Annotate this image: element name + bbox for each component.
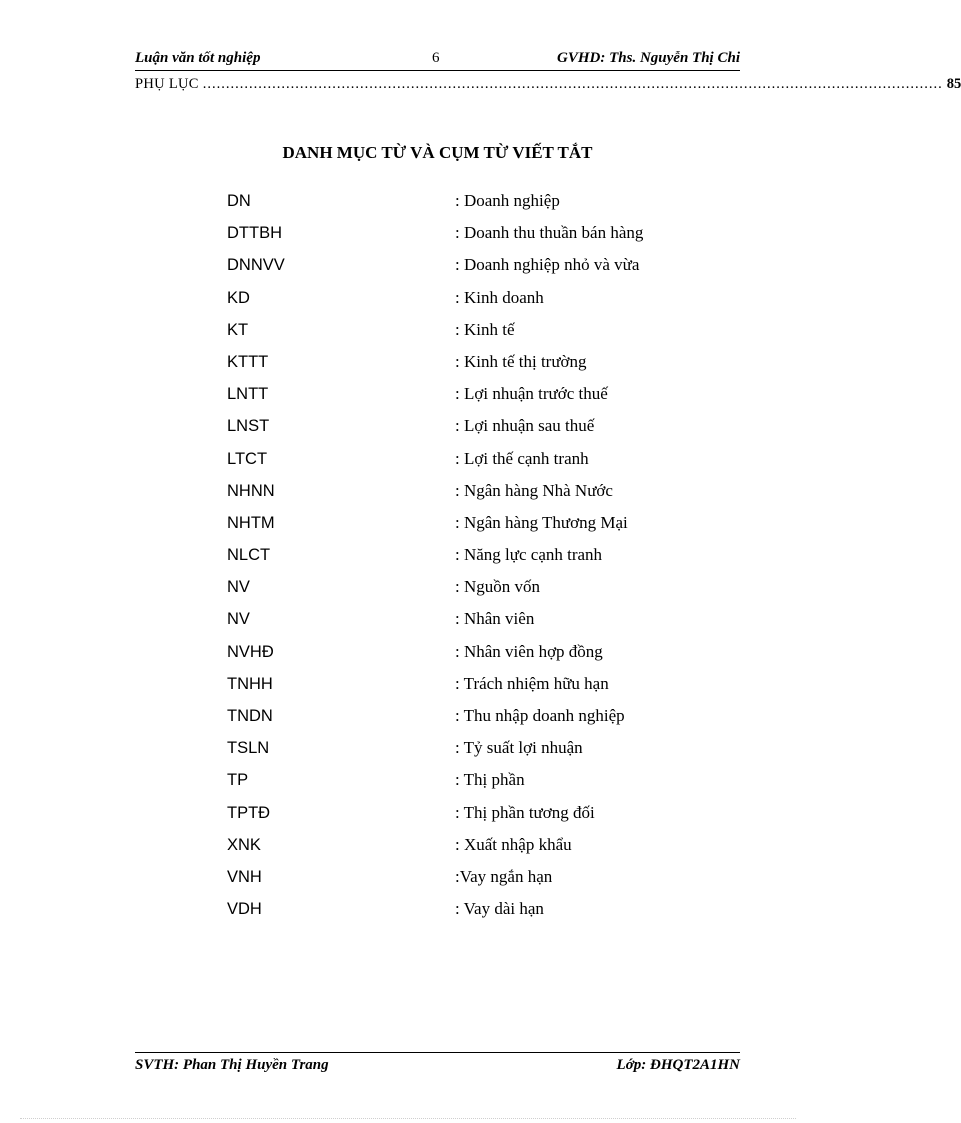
abbreviation-term: TSLN xyxy=(227,739,270,758)
page-footer xyxy=(135,1052,740,1077)
abbreviation-meaning: : Kinh tế xyxy=(455,319,515,339)
header-page-number: 6 xyxy=(432,50,440,66)
abbreviation-meaning: : Ngân hàng Thương Mại xyxy=(455,512,628,532)
abbreviation-term: LNST xyxy=(227,417,270,436)
abbreviation-meaning: : Năng lực cạnh tranh xyxy=(455,545,603,565)
abbreviation-row xyxy=(227,319,707,351)
abbreviation-term: KT xyxy=(227,320,249,339)
abbreviation-row xyxy=(227,448,707,480)
abbreviation-meaning: : Lợi nhuận sau thuế xyxy=(455,416,595,436)
abbreviation-row xyxy=(227,512,707,544)
abbreviation-row xyxy=(227,769,707,801)
toc-entry-label: PHỤ LỤC xyxy=(135,76,199,92)
abbreviation-meaning: : Thị phần tương đối xyxy=(455,802,595,822)
abbreviation-row xyxy=(227,705,707,737)
abbreviation-term: NV xyxy=(227,578,250,597)
abbreviation-row xyxy=(227,898,707,930)
abbreviation-row xyxy=(227,190,707,222)
abbreviation-term: NVHĐ xyxy=(227,642,274,661)
abbreviation-meaning: :Vay ngắn hạn xyxy=(455,866,553,886)
abbreviation-term: TP xyxy=(227,771,249,790)
abbreviation-term: VDH xyxy=(227,900,262,919)
abbreviation-term: NHTM xyxy=(227,513,275,532)
toc-leader-dots: ................................................................................................................................................................ xyxy=(202,76,943,92)
abbreviation-meaning: : Lợi thế cạnh tranh xyxy=(455,448,589,468)
abbreviation-meaning: : Trách nhiệm hữu hạn xyxy=(455,673,609,693)
abbreviation-row xyxy=(227,673,707,705)
footer-class: Lớp: ĐHQT2A1HN xyxy=(616,1057,740,1073)
abbreviation-row xyxy=(227,351,707,383)
abbreviation-row xyxy=(227,834,707,866)
abbreviation-term: DTTBH xyxy=(227,224,282,243)
abbreviation-term: DNNVV xyxy=(227,256,285,275)
footer-student: SVTH: Phan Thị Huyền Trang xyxy=(135,1057,329,1073)
abbreviation-term: KD xyxy=(227,288,250,307)
abbreviation-row xyxy=(227,287,707,319)
abbreviation-meaning: : Kinh tế thị trường xyxy=(455,351,587,371)
abbreviation-row xyxy=(227,737,707,769)
abbreviation-meaning: : Tỷ suất lợi nhuận xyxy=(455,738,583,758)
abbreviation-term: XNK xyxy=(227,835,261,854)
abbreviation-meaning: : Doanh nghiệp nhỏ và vừa xyxy=(455,255,640,275)
abbreviation-meaning: : Kinh doanh xyxy=(455,287,544,307)
abbreviation-term: NV xyxy=(227,610,250,629)
abbreviation-meaning: : Lợi nhuận trước thuế xyxy=(455,384,608,404)
abbreviation-meaning: : Doanh nghiệp xyxy=(455,191,560,210)
abbreviation-term: VNH xyxy=(227,867,262,886)
abbreviation-row xyxy=(227,608,707,640)
abbreviation-meaning: : Xuất nhập khẩu xyxy=(455,834,572,854)
toc-entry-page: 85 xyxy=(946,76,961,92)
abbreviation-meaning: : Doanh thu thuần bán hàng xyxy=(455,223,644,243)
abbreviation-term: TPTĐ xyxy=(227,803,271,822)
abbreviation-row xyxy=(227,802,707,834)
abbreviation-meaning: : Ngân hàng Nhà Nước xyxy=(455,480,613,500)
header-thesis-label: Luận văn tốt nghiệp xyxy=(135,50,261,66)
abbreviation-row xyxy=(227,415,707,447)
page-title: DANH MỤC TỪ VÀ CỤM TỪ VIẾT TẮT xyxy=(282,143,593,162)
abbreviation-term: LNTT xyxy=(227,385,269,404)
abbreviation-meaning: : Thị phần xyxy=(455,770,525,790)
abbreviation-term: DN xyxy=(227,192,251,210)
abbreviation-row xyxy=(227,254,707,286)
abbreviation-row xyxy=(227,222,707,254)
abbreviation-term: KTTT xyxy=(227,352,269,371)
abbreviation-row xyxy=(227,544,707,576)
abbreviation-row xyxy=(227,383,707,415)
abbreviation-term: TNHH xyxy=(227,674,273,693)
toc-entry-appendix[interactable] xyxy=(135,76,961,96)
abbreviation-meaning: : Nhân viên xyxy=(455,609,535,629)
abbreviation-row xyxy=(227,641,707,673)
abbreviation-row xyxy=(227,576,707,608)
abbreviation-term: TNDN xyxy=(227,707,273,725)
abbreviation-term: LTCT xyxy=(227,449,268,468)
page-header xyxy=(135,50,740,71)
abbreviation-term: NHNN xyxy=(227,481,275,500)
abbreviation-meaning: : Nhân viên hợp đồng xyxy=(455,641,603,661)
abbreviation-meaning: : Nguồn vốn xyxy=(455,577,540,597)
abbreviation-meaning: : Vay dài hạn xyxy=(455,899,544,919)
abbreviation-row xyxy=(227,480,707,512)
header-advisor: GVHD: Ths. Nguyễn Thị Chi xyxy=(557,50,740,66)
abbreviation-term: NLCT xyxy=(227,546,271,565)
abbreviation-list xyxy=(227,190,707,930)
page-edge-divider xyxy=(20,1118,796,1119)
abbreviation-row xyxy=(227,866,707,898)
abbreviation-meaning: : Thu nhập doanh nghiệp xyxy=(455,706,625,725)
